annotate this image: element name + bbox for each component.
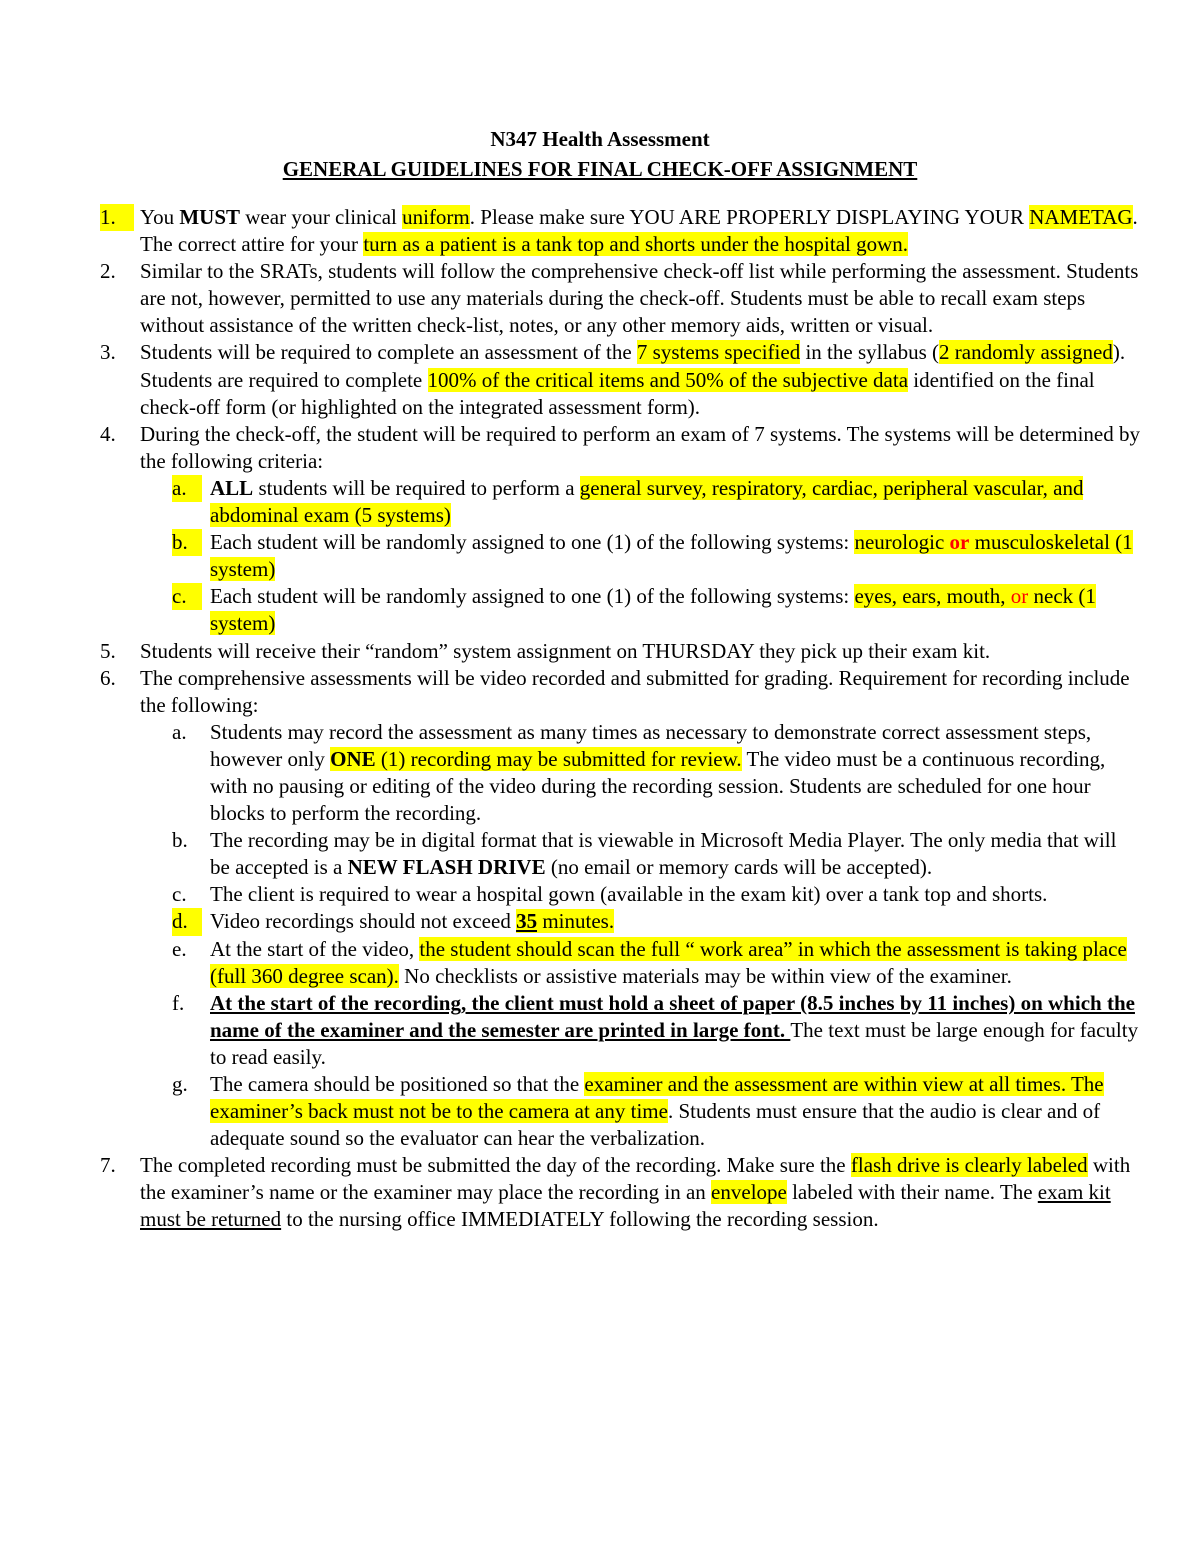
highlight: musculoskeletal (1 system)	[210, 530, 1133, 582]
item-number: 1.	[100, 204, 134, 231]
subitem-letter: c.	[172, 882, 187, 907]
guideline-subitem-4a: a. ALL students will be required to perform a general survey, respiratory, cardiac, peripheral vascular, and abdominal exam (5 systems)	[172, 475, 1084, 528]
subitem-letter: b.	[172, 828, 188, 853]
guideline-item-6: 6. The comprehensive assessments will be video recorded and submitted for grading. Requirement for recording include the following:	[100, 665, 1130, 717]
highlight: eyes, ears, mouth,	[854, 584, 1011, 609]
subitem-letter: c.	[172, 583, 202, 610]
guideline-subitem-6f: f. At the start of the recording, the client must hold a sheet of paper (8.5 inches by 11 inches) on which the name of the examiner and the semester are printed in large font. The text must be large enough for faculty to read easily.	[172, 990, 1139, 1069]
highlight: minutes.	[537, 909, 615, 934]
highlight: examiner and the assessment are within view at all times. The examiner’s back must not be to the camera at any time	[210, 1072, 1104, 1124]
subitem-letter: b.	[172, 529, 202, 556]
highlight: 2 randomly assigned	[939, 340, 1113, 365]
guideline-subitem-4b: b. Each student will be randomly assigned to one (1) of the following systems: neurologic or musculoskeletal (1 system)	[172, 530, 1133, 582]
item-number: 2.	[100, 259, 116, 284]
highlight: general survey, respiratory, cardiac, peripheral vascular, and abdominal exam (5 systems)	[210, 475, 1084, 528]
guideline-item-1: 1. You MUST wear your clinical uniform. Please make sure YOU ARE PROPERLY DISPLAYING YOUR NAMETAG. The correct attire for your turn as a patient is a tank top and shorts under the hospital gown.	[100, 205, 1138, 257]
or-emphasis: or	[949, 530, 970, 555]
guideline-subitem-6g: g. The camera should be positioned so that the examiner and the assessment are within view at all times. The examiner’s back must not be to the camera at any time. Students must ensure that the audio is clear and of adequate sound so the evaluator can hear the verbalization.	[172, 1072, 1104, 1151]
highlight: the student should scan the full “ work area” in which the assessment is taking place (full 360 degree scan).	[210, 936, 1127, 988]
guideline-item-2: 2. Similar to the SRATs, students will follow the comprehensive check-off list while performing the assessment. Students are not, however, permitted to use any materials during the check-off. Students must be able to recall exam steps without assistance of the written check-list, notes, or any other memory aids, written or visual.	[100, 259, 1139, 338]
highlight: uniform	[402, 205, 470, 229]
subitem-letter: d.	[172, 908, 202, 935]
guideline-item-3: 3. Students will be required to complete an assessment of the 7 systems specified in the syllabus (2 randomly assigned). Students are required to complete 100% of the critical items and 50% of the subjective data identified on the final check-off form (or highlighted on the integrated assessment form).	[100, 340, 1126, 419]
subitem-letter: f.	[172, 990, 185, 1015]
item-number: 6.	[100, 665, 116, 690]
highlight: envelope	[711, 1180, 787, 1205]
item-number: 7.	[100, 1153, 116, 1178]
guideline-subitem-6b: b. The recording may be in digital format that is viewable in Microsoft Media Player. The only media that will be accepted is a NEW FLASH DRIVE (no email or memory cards will be accepted).	[172, 828, 1117, 880]
highlight: neurologic	[854, 530, 950, 555]
guideline-subitem-4c: c. Each student will be randomly assigned to one (1) of the following systems: eyes, ears, mouth, or neck (1 system)	[172, 584, 1096, 636]
document-subtitle: GENERAL GUIDELINES FOR FINAL CHECK-OFF ASSIGNMENT	[282, 157, 918, 181]
subitem-letter: a.	[172, 475, 202, 502]
guidelines-list	[100, 204, 1140, 1234]
guideline-item-5: 5. Students will receive their “random” system assignment on THURSDAY they pick up their exam kit.	[100, 638, 1140, 665]
or-emphasis: or	[1010, 584, 1029, 609]
subitem-letter: g.	[172, 1072, 188, 1096]
guideline-subitem-6c: c. The client is required to wear a hospital gown (available in the exam kit) over a tank top and shorts.	[100, 881, 1140, 908]
highlight: 7 systems specified	[636, 340, 801, 365]
highlight: 100% of the critical items and 50% of the subjective data	[427, 367, 909, 392]
item-number: 5.	[100, 638, 116, 663]
subitem-letter: a.	[172, 719, 187, 744]
duration-limit: 35	[516, 909, 538, 934]
item-number: 3.	[100, 340, 116, 365]
guideline-item-7: 7. The completed recording must be submitted the day of the recording. Make sure the flash drive is clearly labeled with the examiner’s name or the examiner may place the recording in an envelope labeled with their name. The exam kit must be returned to the nursing office IMMEDIATELY following the recording session.	[100, 1153, 1131, 1232]
highlight: neck (1 system)	[210, 584, 1096, 636]
document-title: N347 Health Assessment	[490, 127, 710, 151]
underlined-text: exam kit must be returned	[140, 1180, 1111, 1232]
guideline-subitem-6a: a. Students may record the assessment as many times as necessary to demonstrate correct assessment steps, however only ONE (1) recording may be submitted for review. The video must be a continuous recording, with no pausing or editing of the video during the recording session. Students are scheduled for one hour blocks to perform the recording.	[172, 719, 1106, 826]
guideline-subitem-6e: e. At the start of the video, the student should scan the full “ work area” in which the assessment is taking place (full 360 degree scan). No checklists or assistive materials may be within view of the examiner.	[172, 936, 1127, 988]
highlight: ONE	[330, 746, 376, 771]
bold-underlined-instruction: At the start of the recording, the client must hold a sheet of paper (8.5 inches by 11 inches) on which the name of the examiner and the semester are printed in large font.	[210, 990, 1135, 1042]
highlight: flash drive is clearly labeled	[850, 1153, 1088, 1178]
guideline-item-4: 4. During the check-off, the student will be required to perform an exam of 7 systems. The systems will be determined by the following criteria:	[100, 421, 1140, 473]
highlight: NAMETAG	[1029, 205, 1133, 229]
item-number: 4.	[100, 421, 116, 446]
document-header	[0, 124, 1200, 184]
highlight: turn as a patient is a tank top and shorts under the hospital gown.	[363, 232, 909, 257]
guideline-subitem-6d: d. Video recordings should not exceed 35 minutes.	[100, 908, 1140, 935]
highlight: (1) recording may be submitted for review.	[375, 746, 742, 771]
subitem-letter: e.	[172, 936, 187, 961]
